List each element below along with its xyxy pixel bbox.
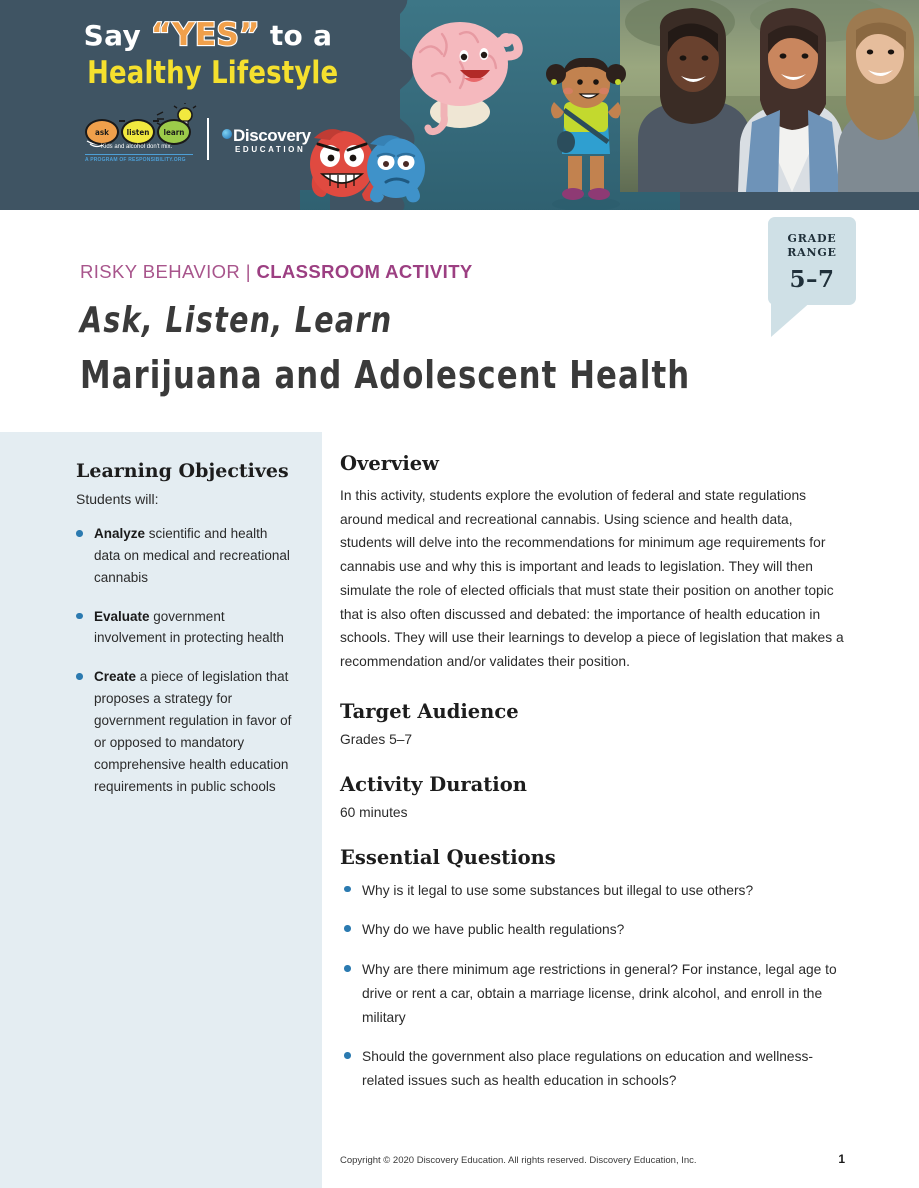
page-footer: [340, 1152, 845, 1166]
list-item: [76, 666, 292, 797]
target-audience-heading: Target Audience: [340, 699, 519, 723]
logo-ask-bubble: ask: [85, 119, 119, 145]
globe-icon: [222, 129, 232, 139]
education-wordmark: EDUCATION: [235, 145, 306, 154]
yes-word: “YES”: [151, 17, 260, 53]
page-title-line2: Marijuana and Adolescent Health: [80, 353, 691, 397]
page-header-banner: [0, 0, 919, 210]
list-item: [76, 523, 292, 589]
objective-verb: Create: [94, 669, 137, 685]
activity-duration-value: 60 minutes: [340, 804, 408, 820]
ask-listen-learn-logo: [85, 113, 195, 165]
grade-badge-label: GRADE RANGE: [787, 232, 837, 259]
page-title-line1: Ask, Listen, Learn: [80, 300, 393, 341]
breadcrumb-eyebrow: [80, 261, 473, 283]
target-audience-value: Grades 5–7: [340, 731, 413, 747]
banner-headline: [78, 17, 339, 91]
grade-badge-tail: [771, 300, 813, 337]
banner-headline-line2: Healthy Lifestyle: [87, 55, 339, 91]
discovery-wordmark: Discovery: [233, 126, 311, 145]
students-photo-illustration: [620, 0, 919, 192]
logo-vertical-divider: [207, 118, 209, 160]
page-number: 1: [838, 1152, 845, 1166]
list-item: [76, 606, 292, 650]
learning-objectives-sidebar: [0, 432, 322, 1188]
copyright-text: Copyright © 2020 Discovery Education. All rights reserved. Discovery Education, Inc.: [340, 1155, 697, 1166]
logo-learn-bubble: learn: [157, 119, 191, 145]
grade-badge-value: 5–7: [789, 265, 835, 293]
logo-tagline: Kids and alcohol don't mix.: [101, 144, 173, 150]
list-item: Why are there minimum age restrictions in general? For instance, legal age to drive or rent a car, obtain a marriage license, drink alcohol, and enroll in the military: [340, 958, 845, 1029]
objective-verb: Analyze: [94, 526, 146, 541]
objective-verb: Evaluate: [94, 608, 150, 624]
eyebrow-category: RISKY BEHAVIOR |: [80, 261, 257, 282]
logo-listen-bubble: listen: [121, 119, 155, 145]
main-content: [340, 452, 845, 1109]
activity-duration-heading: Activity Duration: [340, 772, 527, 796]
objective-text: government involvement in protecting health: [94, 608, 284, 646]
emotion-blobs-icon: [300, 118, 430, 208]
sidebar-lead-text: Students will:: [76, 491, 159, 507]
overview-paragraph: In this activity, students explore the evolution of federal and state regulations around medical and recreational cannabis. Using science and health data, students will delve into the recommendations for minimum age requirements for cannabis use and why this is important and leads to legislation. They will then simulate the role of elected officials that must state their position on another topic that is also often discussed and debated: the importance of health education in schools. They will use their learnings to develop a piece of legislation that makes a recommendation and/or validates their position.: [340, 488, 844, 670]
overview-heading: Overview: [340, 452, 439, 475]
objective-text: scientific and health data on medical and recreational cannabis: [94, 526, 290, 585]
banner-headline-line1: Say “YES” to a: [83, 17, 333, 53]
logo-program-line: A PROGRAM OF RESPONSIBILITY.ORG: [85, 157, 186, 163]
grade-range-badge: [768, 217, 856, 305]
eyebrow-type: CLASSROOM ACTIVITY: [256, 261, 473, 282]
sidebar-heading: Learning Objectives: [76, 460, 289, 482]
objective-text: a piece of legislation that proposes a strategy for government regulation in favor of or opposed to mandatory comprehensive health education requirements in public schools: [94, 669, 292, 794]
students-photo: [620, 0, 919, 192]
essential-questions-list: [340, 879, 845, 1093]
logo-divider-rule: [85, 154, 193, 155]
objectives-list: [76, 523, 292, 797]
student-character-icon: [540, 58, 632, 210]
list-item: Should the government also place regulations on education and wellness-related issues such as health education in schools?: [340, 1045, 845, 1092]
essential-questions-heading: Essential Questions: [340, 845, 556, 869]
list-item: Why do we have public health regulations?: [340, 918, 845, 942]
list-item: Why is it legal to use some substances but illegal to use others?: [340, 879, 845, 903]
